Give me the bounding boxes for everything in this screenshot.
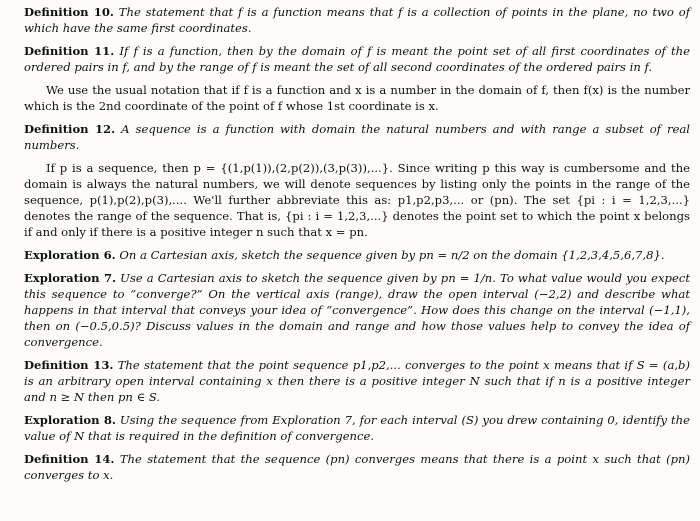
exploration-8-text: Using the sequence from Exploration 7, for each interval (S) you drew containing 0, identify the value of N that is required in the definition of convergence. [24,413,690,443]
definition-14-lead: Definition 14. [24,452,115,466]
definition-14-text: The statement that the sequence (pn) converges means that there is a point x such that (pn) converges to x. [24,452,691,482]
definition-12 [24,121,690,153]
definition-10-lead: Definition 10. [24,5,114,19]
exploration-7 [24,270,690,350]
exploration-6 [24,247,690,263]
definition-11 [24,43,690,75]
notation-paragraph: We use the usual notation that if f is a function and x is a number in the domain of f, then f(x) is the number which is the 2nd coordinate of the point of f whose 1st coordinate is x. [24,83,690,113]
exploration-6-lead: Exploration 6. [24,248,116,262]
definition-10-text: The statement that f is a function means that f is a collection of points in the plane, no two of which have the same first coordinates. [24,5,690,35]
definition-12-lead: Definition 12. [24,122,116,136]
exploration-8 [24,412,690,444]
definition-11-lead: Definition 11. [24,44,115,58]
exploration-7-text: Use a Cartesian axis to sketch the sequence given by pn = 1/n. To what value would you expect this sequence to “converge?” On the vertical axis (range), draw the open interval (−2,2) and describe what happens in that interval that conveys your idea of “convergence”. How does this change on the interval (−1,1), then on (−0.5,0.5)? Discuss values in the domain and range and how those values help to convey the idea of convergence. [24,271,690,349]
definition-13-lead: Definition 13. [24,358,114,372]
definition-13-text: The statement that the point sequence p1,p2,... converges to the point x means that if S = (a,b) is an arbitrary open interval containing x then there is a positive integer N such that if n is a positive integer and n ≥ N then pn ∈ S. [24,358,690,404]
definition-10 [24,4,690,36]
exploration-7-lead: Exploration 7. [24,271,117,285]
definition-14 [24,451,690,483]
definition-13 [24,357,690,405]
definition-11-text: If f is a function, then by the domain of f is meant the point set of all first coordinates of the ordered pairs in f, and by the range of f is meant the set of all second coordinates of the ordered pairs in f. [24,44,690,74]
exploration-6-text: On a Cartesian axis, sketch the sequence given by pn = n/2 on the domain {1,2,3,4,5,6,7,8}. [115,248,665,262]
definition-12-text: A sequence is a function with domain the natural numbers and with range a subset of real numbers. [24,122,690,152]
sequence-notation-paragraph: If p is a sequence, then p = {(1,p(1)),(2,p(2)),(3,p(3)),...}. Since writing p this way is cumbersome and the domain is always the natural numbers, we will denote sequences by listing only the points in the range of the sequence, p(1),p(2),p(3),.... We'll further abbreviate this as: p1,p2,p3,... or (pn). The set {pi : i = 1,2,3,...} denotes the range of the sequence. That is, {pi : i = 1,2,3,...} denotes the point set to which the point x belongs if and only if there is a positive integer n such that x = pn. [24,161,690,239]
exploration-8-lead: Exploration 8. [24,413,116,427]
